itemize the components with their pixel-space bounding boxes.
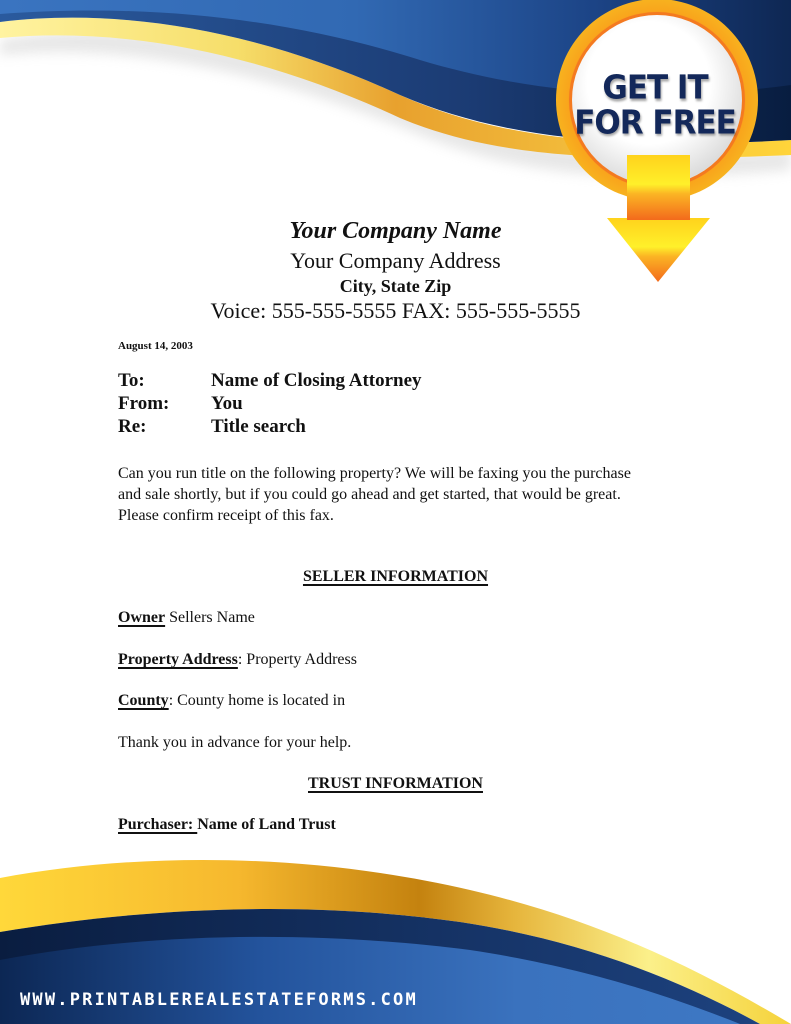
thank-you-text: Thank you in advance for your help. [118, 734, 352, 751]
company-name: Your Company Name [289, 218, 502, 244]
memo-to-label: To: [118, 370, 145, 391]
memo-re-label: Re: [118, 416, 147, 437]
memo-date: August 14, 2003 [118, 340, 193, 352]
county-label: County [118, 692, 169, 709]
company-city-state-zip: City, State Zip [339, 276, 452, 296]
badge-line-2: FOR FREE [574, 103, 736, 142]
property-address-field [118, 651, 357, 669]
memo-row-to [118, 370, 422, 392]
property-address-label: Property Address [118, 651, 238, 668]
owner-field [118, 609, 255, 627]
purchaser-field [118, 816, 336, 834]
request-paragraph: Can you run title on the following property? We will be faxing you the purchase and sale shortly, but if you could go ahead and get started, that would be great. [118, 465, 631, 503]
memo-from-label: From: [118, 393, 170, 414]
company-address: Your Company Address [290, 248, 501, 273]
county-field [118, 692, 345, 710]
footer-website-link[interactable]: WWW.PRINTABLEREALESTATEFORMS.COM [20, 990, 418, 1010]
purchaser-label: Purchaser: [118, 816, 198, 833]
body-text [118, 463, 658, 526]
owner-value: Sellers Name [165, 609, 255, 626]
memo-to-value: Name of Closing Attorney [211, 370, 422, 391]
seller-information-heading: SELLER INFORMATION [302, 568, 489, 585]
property-address-value: : Property Address [237, 651, 357, 668]
trust-information-heading: TRUST INFORMATION [308, 775, 483, 792]
confirm-receipt-text: Please confirm receipt of this fax. [118, 507, 334, 524]
company-phone-fax: Voice: 555-555-5555 FAX: 555-555-5555 [210, 298, 581, 323]
county-value: : County home is located in [168, 692, 346, 709]
memo-re-value: Title search [211, 416, 306, 437]
get-it-for-free-badge[interactable] [560, 71, 750, 140]
purchaser-value: Name of Land Trust [197, 816, 336, 833]
owner-label: Owner [118, 609, 166, 626]
memo-row-re [118, 416, 306, 438]
badge-line-1: GET IT [602, 69, 708, 108]
memo-from-value: You [211, 393, 243, 414]
memo-row-from [118, 393, 243, 415]
